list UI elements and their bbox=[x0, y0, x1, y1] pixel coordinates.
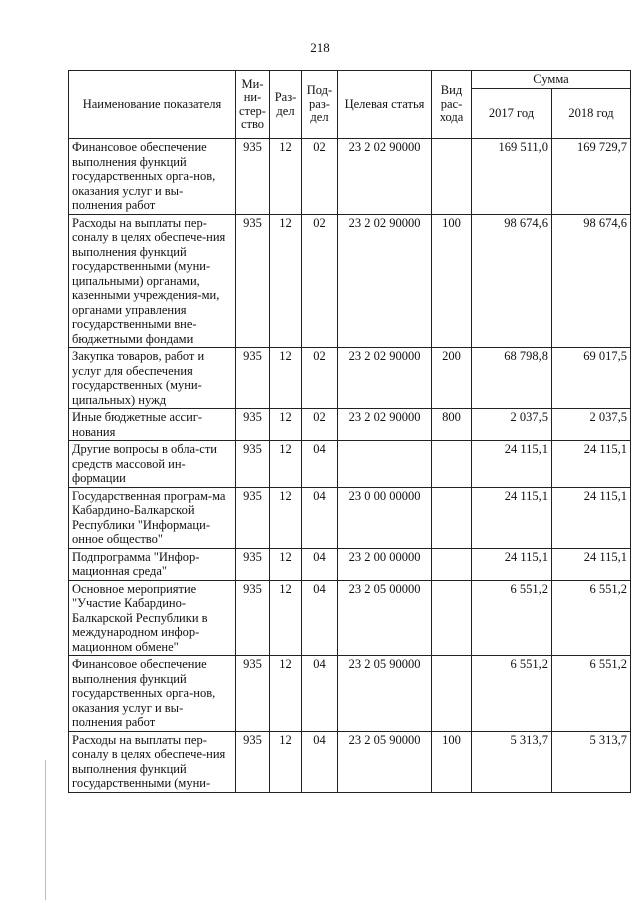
cell-name: Закупка товаров, работ и услуг для обеспечения государственных (муни-ципальных) нужд bbox=[69, 348, 236, 409]
cell-ministry: 935 bbox=[236, 348, 270, 409]
cell-sum-2017: 5 313,7 bbox=[472, 731, 552, 792]
budget-table bbox=[68, 70, 631, 793]
header-section: Раз-дел bbox=[270, 71, 302, 139]
cell-subsection: 04 bbox=[302, 731, 338, 792]
header-year-2018: 2018 год bbox=[552, 89, 631, 139]
cell-subsection: 04 bbox=[302, 441, 338, 488]
cell-section: 12 bbox=[270, 139, 302, 215]
table-row bbox=[69, 214, 631, 348]
cell-sum-2018: 24 115,1 bbox=[552, 487, 631, 548]
cell-sum-2017: 24 115,1 bbox=[472, 441, 552, 488]
header-subsection: Под-раз-дел bbox=[302, 71, 338, 139]
cell-expense-type bbox=[432, 441, 472, 488]
cell-section: 12 bbox=[270, 441, 302, 488]
cell-expense-type bbox=[432, 139, 472, 215]
header-sum: Сумма bbox=[472, 71, 631, 89]
cell-subsection: 02 bbox=[302, 139, 338, 215]
cell-ministry: 935 bbox=[236, 731, 270, 792]
cell-expense-type bbox=[432, 580, 472, 656]
cell-section: 12 bbox=[270, 656, 302, 732]
cell-name: Расходы на выплаты пер-соналу в целях обеспече-ния выполнения функций государственными (муни-ципальными) органами, казенными учреждения-ми, органами управления государственными вне-бюджетными фондами bbox=[69, 214, 236, 348]
table-row bbox=[69, 441, 631, 488]
cell-subsection: 02 bbox=[302, 214, 338, 348]
table-row bbox=[69, 139, 631, 215]
cell-section: 12 bbox=[270, 409, 302, 441]
table-row bbox=[69, 731, 631, 792]
cell-section: 12 bbox=[270, 548, 302, 580]
cell-expense-type bbox=[432, 487, 472, 548]
cell-subsection: 04 bbox=[302, 580, 338, 656]
header-ministry: Ми-ни-стер-ство bbox=[236, 71, 270, 139]
cell-expense-type: 200 bbox=[432, 348, 472, 409]
cell-subsection: 04 bbox=[302, 487, 338, 548]
cell-name: Другие вопросы в обла-сти средств массовой ин-формации bbox=[69, 441, 236, 488]
header-name: Наименование показателя bbox=[69, 71, 236, 139]
table-row bbox=[69, 548, 631, 580]
cell-target: 23 2 02 90000 bbox=[338, 348, 432, 409]
cell-expense-type bbox=[432, 656, 472, 732]
cell-name: Государственная програм-ма Кабардино-Балкарской Республики "Информаци-онное общество" bbox=[69, 487, 236, 548]
cell-name: Иные бюджетные ассиг-нования bbox=[69, 409, 236, 441]
cell-section: 12 bbox=[270, 580, 302, 656]
cell-target: 23 2 00 00000 bbox=[338, 548, 432, 580]
cell-target: 23 0 00 00000 bbox=[338, 487, 432, 548]
cell-section: 12 bbox=[270, 214, 302, 348]
table-row bbox=[69, 348, 631, 409]
cell-name: Финансовое обеспечение выполнения функций государственных орга-нов, оказания услуг и вы-полнения работ bbox=[69, 139, 236, 215]
cell-sum-2018: 69 017,5 bbox=[552, 348, 631, 409]
cell-sum-2018: 98 674,6 bbox=[552, 214, 631, 348]
header-year-2017: 2017 год bbox=[472, 89, 552, 139]
cell-target: 23 2 05 00000 bbox=[338, 580, 432, 656]
table-body bbox=[69, 139, 631, 793]
cell-sum-2018: 5 313,7 bbox=[552, 731, 631, 792]
cell-name: Финансовое обеспечение выполнения функций государственных орга-нов, оказания услуг и вы-полнения работ bbox=[69, 656, 236, 732]
cell-sum-2017: 24 115,1 bbox=[472, 548, 552, 580]
cell-sum-2018: 169 729,7 bbox=[552, 139, 631, 215]
cell-subsection: 02 bbox=[302, 409, 338, 441]
cell-section: 12 bbox=[270, 348, 302, 409]
cell-name: Подпрограмма "Инфор-мационная среда" bbox=[69, 548, 236, 580]
cell-target: 23 2 02 90000 bbox=[338, 214, 432, 348]
cell-sum-2017: 2 037,5 bbox=[472, 409, 552, 441]
cell-ministry: 935 bbox=[236, 441, 270, 488]
cell-sum-2017: 68 798,8 bbox=[472, 348, 552, 409]
cell-subsection: 04 bbox=[302, 656, 338, 732]
cell-expense-type: 100 bbox=[432, 731, 472, 792]
page-number: 218 bbox=[310, 40, 330, 55]
cell-ministry: 935 bbox=[236, 139, 270, 215]
cell-sum-2017: 6 551,2 bbox=[472, 656, 552, 732]
cell-ministry: 935 bbox=[236, 580, 270, 656]
cell-section: 12 bbox=[270, 487, 302, 548]
cell-target: 23 2 05 90000 bbox=[338, 656, 432, 732]
cell-target: 23 2 05 90000 bbox=[338, 731, 432, 792]
cell-sum-2018: 6 551,2 bbox=[552, 656, 631, 732]
cell-sum-2018: 24 115,1 bbox=[552, 548, 631, 580]
cell-target: 23 2 02 90000 bbox=[338, 139, 432, 215]
cell-ministry: 935 bbox=[236, 548, 270, 580]
cell-sum-2018: 24 115,1 bbox=[552, 441, 631, 488]
cell-expense-type: 800 bbox=[432, 409, 472, 441]
table-row bbox=[69, 487, 631, 548]
cell-subsection: 04 bbox=[302, 548, 338, 580]
cell-target: 23 2 02 90000 bbox=[338, 409, 432, 441]
table-row bbox=[69, 409, 631, 441]
table-row bbox=[69, 656, 631, 732]
cell-name: Расходы на выплаты пер-соналу в целях обеспече-ния выполнения функций государственными (муни- bbox=[69, 731, 236, 792]
cell-sum-2017: 24 115,1 bbox=[472, 487, 552, 548]
cell-ministry: 935 bbox=[236, 487, 270, 548]
cell-ministry: 935 bbox=[236, 656, 270, 732]
cell-ministry: 935 bbox=[236, 409, 270, 441]
cell-subsection: 02 bbox=[302, 348, 338, 409]
cell-sum-2018: 6 551,2 bbox=[552, 580, 631, 656]
cell-sum-2018: 2 037,5 bbox=[552, 409, 631, 441]
cell-sum-2017: 98 674,6 bbox=[472, 214, 552, 348]
cell-target bbox=[338, 441, 432, 488]
scan-edge-line bbox=[45, 760, 46, 900]
cell-expense-type: 100 bbox=[432, 214, 472, 348]
cell-name: Основное мероприятие "Участие Кабардино-Балкарской Республики в международном инфор-мационном обмене" bbox=[69, 580, 236, 656]
cell-ministry: 935 bbox=[236, 214, 270, 348]
cell-expense-type bbox=[432, 548, 472, 580]
cell-sum-2017: 6 551,2 bbox=[472, 580, 552, 656]
cell-sum-2017: 169 511,0 bbox=[472, 139, 552, 215]
table-row bbox=[69, 580, 631, 656]
header-target: Целевая статья bbox=[338, 71, 432, 139]
header-expense-type: Вид рас-хода bbox=[432, 71, 472, 139]
cell-section: 12 bbox=[270, 731, 302, 792]
